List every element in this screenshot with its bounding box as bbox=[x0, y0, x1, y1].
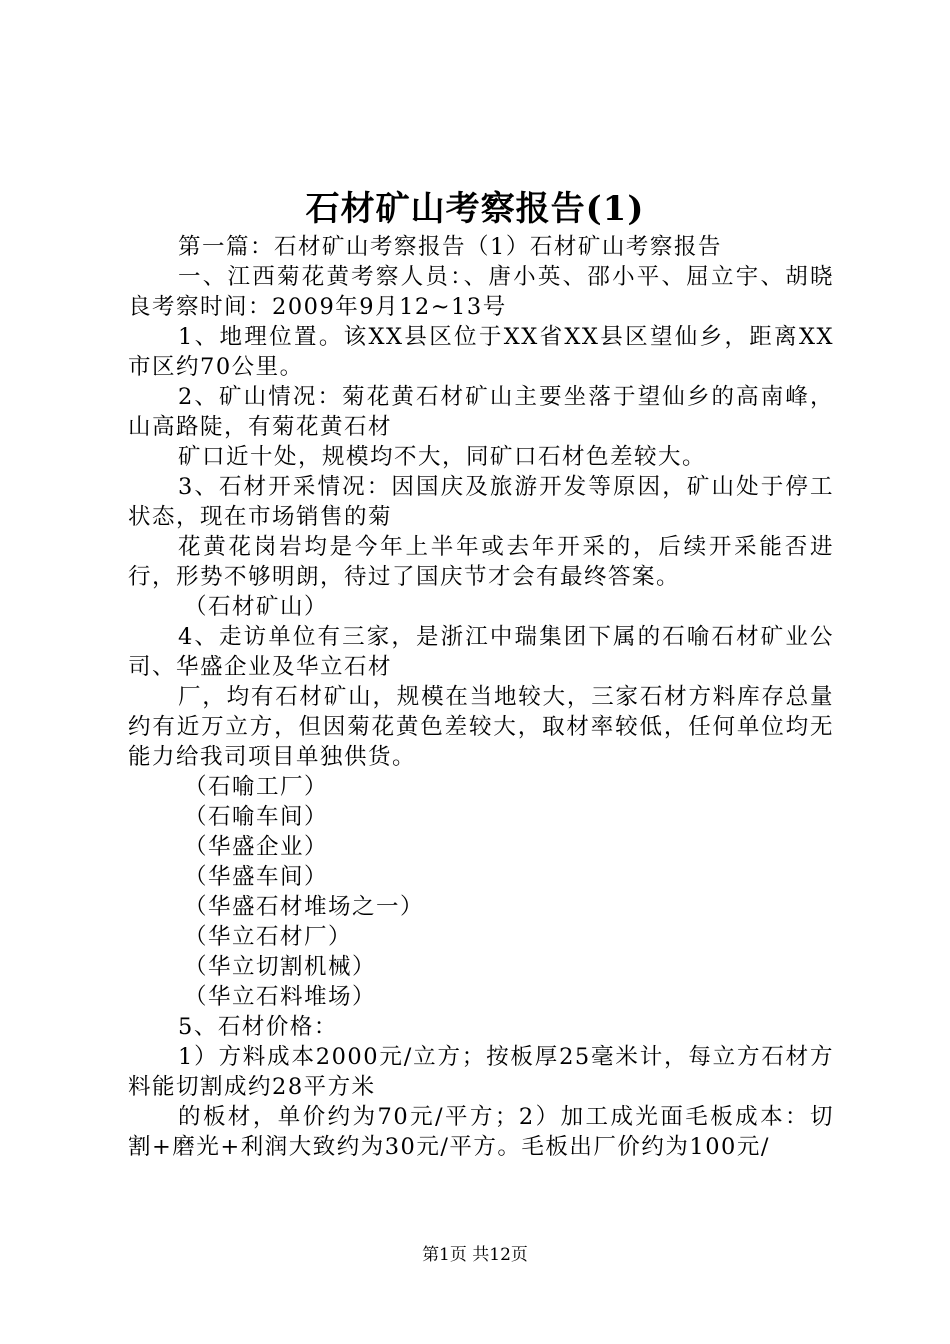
paragraph-price-heading: 5、石材价格： bbox=[178, 1014, 338, 1040]
paragraph-mine-openings: 矿口近十处，规模均不大，同矿口石材色差较大。 bbox=[178, 444, 707, 470]
paragraph-location: 1、地理位置。该XX县区位于XX省XX县区望仙乡，距离XX市区约70公里。 bbox=[128, 324, 834, 380]
photo-caption: （华立切割机械） bbox=[184, 954, 377, 980]
photo-caption: （华盛石材堆场之一） bbox=[184, 894, 425, 920]
paragraph-supply-capacity: 厂，均有石材矿山，规模在当地较大，三家石材方料库存总量约有近万立方，但因菊花黄色差较大，取材率较低，任何单位均无能力给我司项目单独供货。 bbox=[128, 684, 834, 770]
paragraph-slab-price: 的板材，单价约为70元/平方；2）加工成光面毛板成本：切割+磨光+利润大致约为30元/平方。毛板出厂价约为100元/ bbox=[128, 1104, 834, 1160]
paragraph-heading: 第一篇：石材矿山考察报告（1）石材矿山考察报告 bbox=[178, 234, 722, 260]
photo-caption: （石喻工厂） bbox=[184, 774, 329, 800]
document-body bbox=[128, 232, 834, 1162]
paragraph-block-cost: 1）方料成本2000元/立方；按板厚25毫米计，每立方石材方料能切割成约28平方米 bbox=[128, 1044, 834, 1100]
paragraph-visited-companies: 4、走访单位有三家，是浙江中瑞集团下属的石喻石材矿业公司、华盛企业及华立石材 bbox=[128, 624, 834, 680]
paragraph-mining-outlook: 花黄花岗岩均是今年上半年或去年开采的，后续开采能否进行，形势不够明朗，待过了国庆节才会有最终答案。 bbox=[128, 534, 834, 590]
paragraph-mine-situation: 2、矿山情况：菊花黄石材矿山主要坐落于望仙乡的高南峰，山高路陡，有菊花黄石材 bbox=[128, 384, 834, 440]
photo-caption: （石材矿山） bbox=[184, 594, 329, 620]
page-number-footer: 第1页 共12页 bbox=[422, 1245, 528, 1265]
photo-caption: （华立石料堆场） bbox=[184, 984, 377, 1010]
paragraph-inspection-staff: 一、江西菊花黄考察人员：、唐小英、邵小平、屈立宇、胡晓良考察时间：2009年9月12~13号 bbox=[128, 264, 834, 320]
photo-caption: （华盛企业） bbox=[184, 834, 329, 860]
paragraph-mining-status: 3、石材开采情况：因国庆及旅游开发等原因，矿山处于停工状态，现在市场销售的菊 bbox=[128, 474, 834, 530]
document-title: 石材矿山考察报告(1) bbox=[305, 189, 645, 229]
photo-caption: （华盛车间） bbox=[184, 864, 329, 890]
photo-caption: （石喻车间） bbox=[184, 804, 329, 830]
photo-caption: （华立石材厂） bbox=[184, 924, 353, 950]
